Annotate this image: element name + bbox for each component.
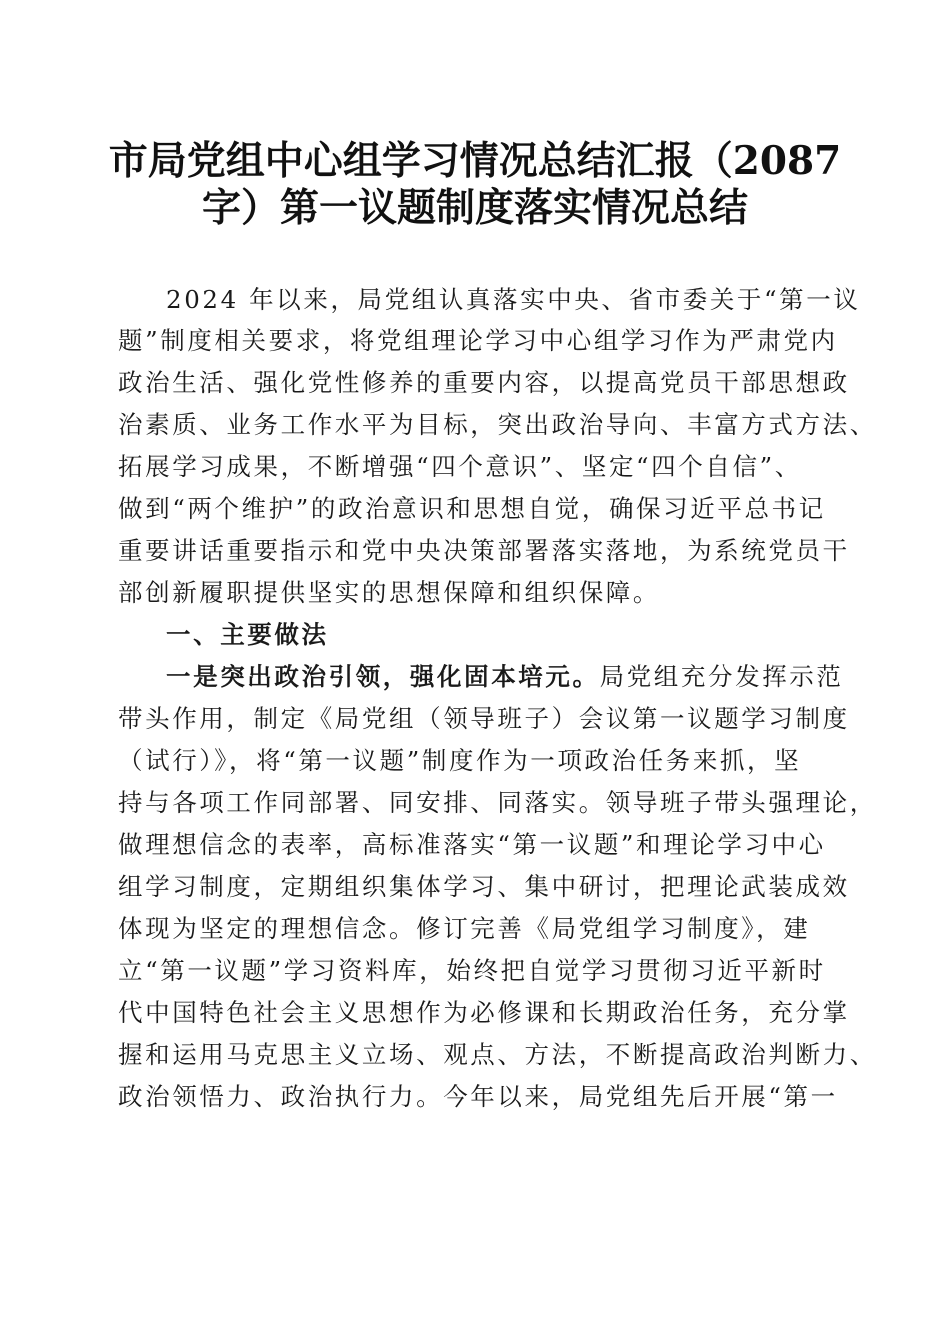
paragraph-1-line: 题”制度相关要求，将党组理论学习中心组学习作为严肃党内	[118, 326, 838, 355]
paragraph-1-line: 做到“两个维护”的政治意识和思想自觉，确保习近平总书记	[118, 494, 826, 523]
document-title-line-1: 市局党组中心组学习情况总结汇报（2087	[108, 138, 842, 184]
paragraph-1-line: 拓展学习成果，不断增强“四个意识”、坚定“四个自信”、	[118, 452, 802, 481]
paragraph-1-line: 部创新履职提供坚实的思想保障和组织保障。	[118, 578, 660, 607]
paragraph-2-first-line	[166, 661, 844, 693]
paragraph-2-first-rest: 局党组充分发挥示范	[599, 662, 844, 691]
paragraph-2-lead: 一是突出政治引领，强化固本培元。	[166, 662, 600, 691]
paragraph-2-line: 体现为坚定的理想信念。修订完善《局党组学习制度》，建	[118, 914, 811, 943]
section-heading: 一、主要做法	[166, 620, 329, 649]
paragraph-1-line: 2024 年以来，局党组认真落实中央、省市委关于“第一议	[166, 285, 861, 314]
paragraph-2-line: （试行）》，将“第一议题”制度作为一项政治任务来抓，坚	[118, 746, 802, 775]
paragraph-2-line: 政治领悟力、政治执行力。今年以来，局党组先后开展“第一	[118, 1082, 838, 1111]
paragraph-2-line: 带头作用，制定《局党组（领导班子）会议第一议题学习制度	[118, 704, 850, 733]
paragraph-2-line: 做理想信念的表率，高标准落实“第一议题”和理论学习中心	[118, 830, 826, 859]
document-title-line-2: 字）第一议题制度落实情况总结	[201, 185, 748, 231]
paragraph-1-line: 政治生活、强化党性修养的重要内容，以提高党员干部思想政	[118, 368, 850, 397]
paragraph-2-line: 立“第一议题”学习资料库，始终把自觉学习贯彻习近平新时	[118, 956, 826, 985]
paragraph-2-line: 握和运用马克思主义立场、观点、方法，不断提高政治判断力、	[118, 1040, 877, 1069]
paragraph-2-line: 代中国特色社会主义思想作为必修课和长期政治任务，充分掌	[118, 998, 850, 1027]
paragraph-1-line: 治素质、业务工作水平为目标，突出政治导向、丰富方式方法、	[118, 410, 877, 439]
paragraph-2-line: 组学习制度，定期组织集体学习、集中研讨，把理论武装成效	[118, 872, 850, 901]
paragraph-1-line: 重要讲话重要指示和党中央决策部署落实落地，为系统党员干	[118, 536, 850, 565]
paragraph-2-line: 持与各项工作同部署、同安排、同落实。领导班子带头强理论，	[118, 788, 877, 817]
